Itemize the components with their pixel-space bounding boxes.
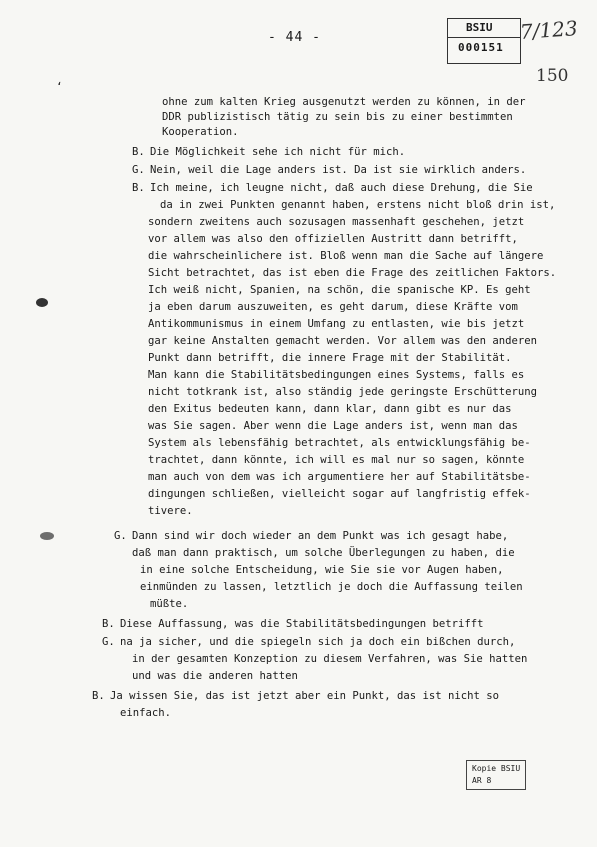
transcript-line: einfach. [120, 707, 172, 719]
transcript-line: Sicht betrachtet, das ist eben die Frage des zeitlichen Faktors. [148, 267, 557, 279]
margin-mark: ʻ [56, 80, 63, 93]
transcript-line: Ich meine, ich leugne nicht, daß auch diese Drehung, die Sie [150, 182, 533, 194]
transcript-line: nicht totkrank ist, also ständig jede geringste Erschütterung [148, 386, 538, 398]
transcript-line: dingungen schließen, vielleicht sogar auf langfristig effek- [148, 488, 531, 500]
transcript-line: Man kann die Stabilitätsbedingungen eines Systems, falls es [148, 369, 525, 381]
transcript-line: da in zwei Punkten genannt haben, erstens nicht bloß drin ist, [160, 199, 556, 211]
transcript-line: trachtet, dann könnte, ich will es mal nur so sagen, könnte [148, 454, 525, 466]
transcript-line: den Exitus bedeuten kann, dann klar, dann gibt es nur das [148, 403, 512, 415]
transcript-line: Die Möglichkeit sehe ich nicht für mich. [150, 146, 406, 158]
transcript-line: Antikommunismus in einem Umfang zu entlasten, wie bis jetzt [148, 318, 525, 330]
speaker-label: B. [132, 146, 145, 158]
copy-stamp-line1: Kopie BSIU [472, 764, 521, 773]
transcript-line: DDR publizistisch tätig zu sein bis zu einer bestimmten [162, 111, 513, 123]
stamp-org: BSIU [466, 21, 493, 34]
transcript-line: einmünden zu lassen, letztlich je doch die Auffassung teilen [140, 581, 523, 593]
transcript-line: und was die anderen hatten [132, 670, 298, 682]
speaker-label: G. [132, 164, 145, 176]
speaker-label: B. [102, 618, 115, 630]
copy-stamp [466, 760, 526, 790]
ink-blot [40, 532, 54, 540]
transcript-line: in der gesamten Konzeption zu diesem Verfahren, was Sie hatten [132, 653, 528, 665]
transcript-line: na ja sicher, und die spiegeln sich ja doch ein bißchen durch, [120, 636, 516, 648]
transcript-line: Ich weiß nicht, Spanien, na schön, die spanische KP. Es geht [148, 284, 531, 296]
transcript-line: Kooperation. [162, 126, 239, 138]
copy-stamp-line2: AR 8 [472, 776, 492, 785]
transcript-line: System als lebensfähig betrachtet, als entwicklungsfähig be- [148, 437, 531, 449]
transcript-line: daß man dann praktisch, um solche Überlegungen zu haben, die [132, 547, 515, 559]
stamp-number: 000151 [458, 41, 504, 54]
page-number: - 44 - [268, 30, 321, 45]
handwritten-folio: 150 [536, 66, 569, 86]
speaker-label: B. [132, 182, 145, 194]
transcript-line: in eine solche Entscheidung, wie Sie sie vor Augen haben, [140, 564, 504, 576]
transcript-line: sondern zweitens auch sozusagen massenhaft geschehen, jetzt [148, 216, 525, 228]
stamp-divider [448, 37, 520, 38]
transcript-line: Nein, weil die Lage anders ist. Da ist sie wirklich anders. [150, 164, 527, 176]
speaker-label: G. [102, 636, 115, 648]
transcript-line: ja eben darum auszuweiten, es geht darum, diese Kräfte vom [148, 301, 518, 313]
transcript-line: vor allem was also den offiziellen Austritt dann betrifft, [148, 233, 518, 245]
transcript-line: Dann sind wir doch wieder an dem Punkt was ich gesagt habe, [132, 530, 509, 542]
archive-stamp [447, 18, 521, 64]
transcript-line: gar keine Anstalten gemacht werden. Vor allem was den anderen [148, 335, 538, 347]
transcript-line: Diese Auffassung, was die Stabilitätsbedingungen betrifft [120, 618, 484, 630]
transcript-line: ohne zum kalten Krieg ausgenutzt werden zu können, in der [162, 96, 526, 108]
transcript-line: man auch von dem was ich argumentiere her auf Stabilitätsbe- [148, 471, 531, 483]
speaker-label: B. [92, 690, 105, 702]
transcript-line: Ja wissen Sie, das ist jetzt aber ein Punkt, das ist nicht so [110, 690, 500, 702]
ink-blot [36, 298, 48, 307]
transcript-line: müßte. [150, 598, 189, 610]
speaker-label: G. [114, 530, 127, 542]
transcript-line: was Sie sagen. Aber wenn die Lage anders ist, wenn man das [148, 420, 518, 432]
transcript-line: die wahrscheinlichere ist. Bloß wenn man die Sache auf längere [148, 250, 544, 262]
transcript-line: tivere. [148, 505, 193, 517]
transcript-line: Punkt dann betrifft, die innere Frage mit der Stabilität. [148, 352, 512, 364]
handwritten-reference: 7/123 [519, 16, 579, 44]
